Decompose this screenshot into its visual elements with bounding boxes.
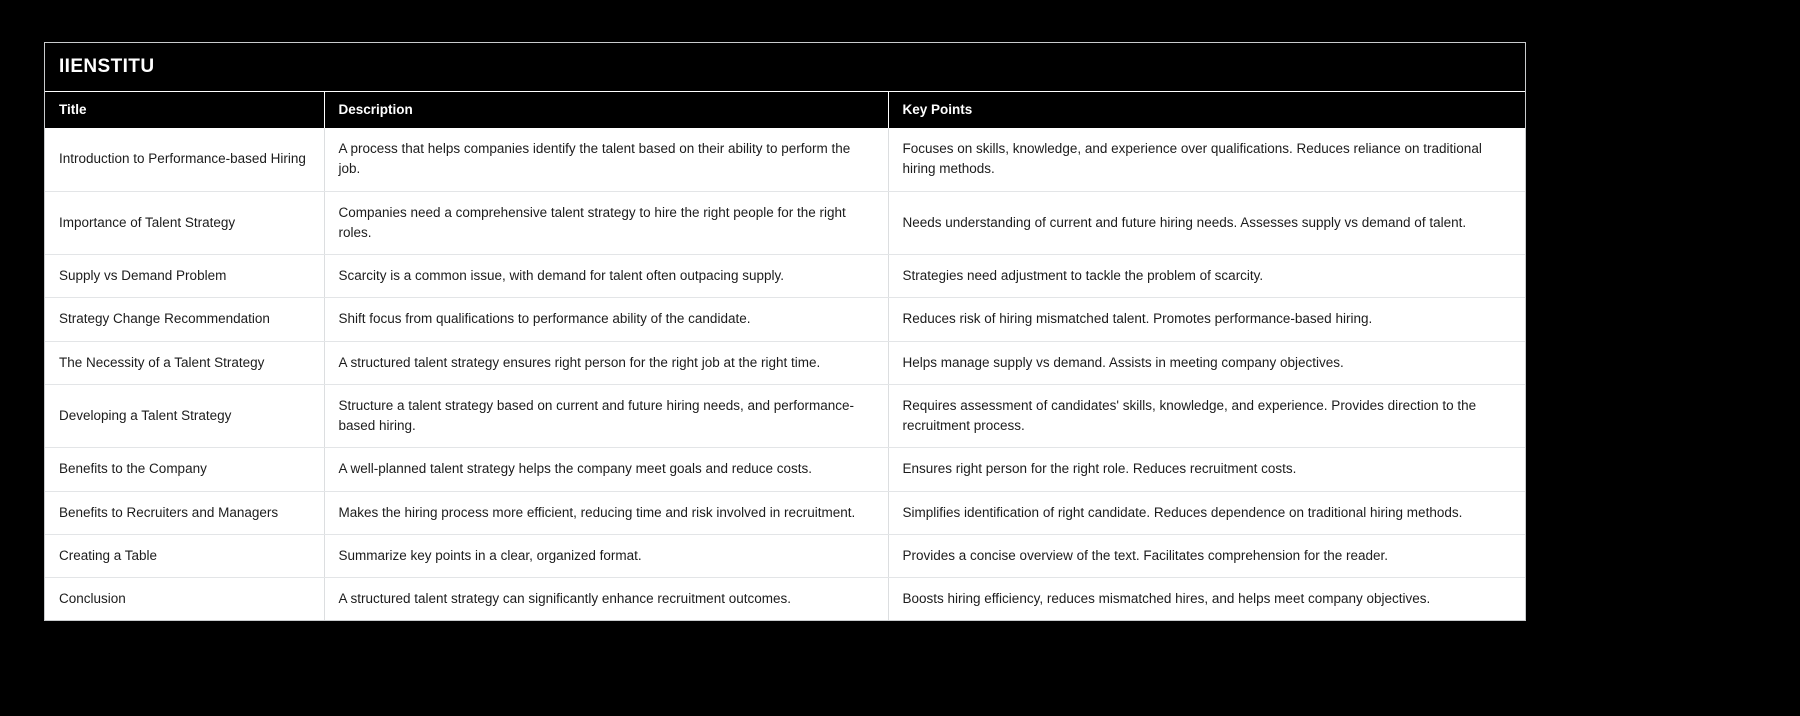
cell-key-points: Provides a concise overview of the text. Facilitates comprehension for the reader. — [888, 534, 1525, 577]
cell-title: Importance of Talent Strategy — [45, 191, 324, 255]
table-row — [45, 491, 1525, 534]
cell-key-points: Ensures right person for the right role. Reduces recruitment costs. — [888, 448, 1525, 491]
table-row — [45, 578, 1525, 621]
summary-table — [45, 92, 1525, 620]
cell-description: Companies need a comprehensive talent strategy to hire the right people for the right roles. — [324, 191, 888, 255]
table-row — [45, 191, 1525, 255]
table-body — [45, 128, 1525, 620]
summary-table-card — [44, 42, 1526, 621]
column-header-title[interactable]: Title — [45, 92, 324, 128]
table-row — [45, 534, 1525, 577]
cell-description: Scarcity is a common issue, with demand for talent often outpacing supply. — [324, 255, 888, 298]
cell-key-points: Needs understanding of current and future hiring needs. Assesses supply vs demand of talent. — [888, 191, 1525, 255]
cell-title: Conclusion — [45, 578, 324, 621]
table-row — [45, 384, 1525, 448]
cell-key-points: Boosts hiring efficiency, reduces mismatched hires, and helps meet company objectives. — [888, 578, 1525, 621]
cell-key-points: Reduces risk of hiring mismatched talent. Promotes performance-based hiring. — [888, 298, 1525, 341]
cell-description: Shift focus from qualifications to performance ability of the candidate. — [324, 298, 888, 341]
cell-description: A structured talent strategy can significantly enhance recruitment outcomes. — [324, 578, 888, 621]
cell-description: A process that helps companies identify the talent based on their ability to perform the job. — [324, 128, 888, 191]
table-header — [45, 92, 1525, 128]
brand-title: IIENSTITU — [59, 56, 155, 77]
column-header-key-points[interactable]: Key Points — [888, 92, 1525, 128]
table-header-row — [45, 92, 1525, 128]
cell-title: Creating a Table — [45, 534, 324, 577]
cell-key-points: Simplifies identification of right candidate. Reduces dependence on traditional hiring methods. — [888, 491, 1525, 534]
cell-description: Makes the hiring process more efficient, reducing time and risk involved in recruitment. — [324, 491, 888, 534]
cell-key-points: Requires assessment of candidates' skills, knowledge, and experience. Provides direction to the recruitment process. — [888, 384, 1525, 448]
table-row — [45, 255, 1525, 298]
cell-key-points: Strategies need adjustment to tackle the problem of scarcity. — [888, 255, 1525, 298]
cell-title: Benefits to Recruiters and Managers — [45, 491, 324, 534]
cell-title: Benefits to the Company — [45, 448, 324, 491]
cell-description: A well-planned talent strategy helps the company meet goals and reduce costs. — [324, 448, 888, 491]
cell-key-points: Helps manage supply vs demand. Assists in meeting company objectives. — [888, 341, 1525, 384]
cell-description: Structure a talent strategy based on current and future hiring needs, and performance-based hiring. — [324, 384, 888, 448]
cell-title: Strategy Change Recommendation — [45, 298, 324, 341]
cell-description: Summarize key points in a clear, organized format. — [324, 534, 888, 577]
brand-bar — [45, 43, 1525, 92]
cell-description: A structured talent strategy ensures right person for the right job at the right time. — [324, 341, 888, 384]
cell-title: Supply vs Demand Problem — [45, 255, 324, 298]
cell-key-points: Focuses on skills, knowledge, and experience over qualifications. Reduces reliance on traditional hiring methods. — [888, 128, 1525, 191]
table-row — [45, 448, 1525, 491]
table-row — [45, 298, 1525, 341]
column-header-description[interactable]: Description — [324, 92, 888, 128]
table-row — [45, 128, 1525, 191]
cell-title: Developing a Talent Strategy — [45, 384, 324, 448]
cell-title: The Necessity of a Talent Strategy — [45, 341, 324, 384]
cell-title: Introduction to Performance-based Hiring — [45, 128, 324, 191]
table-row — [45, 341, 1525, 384]
